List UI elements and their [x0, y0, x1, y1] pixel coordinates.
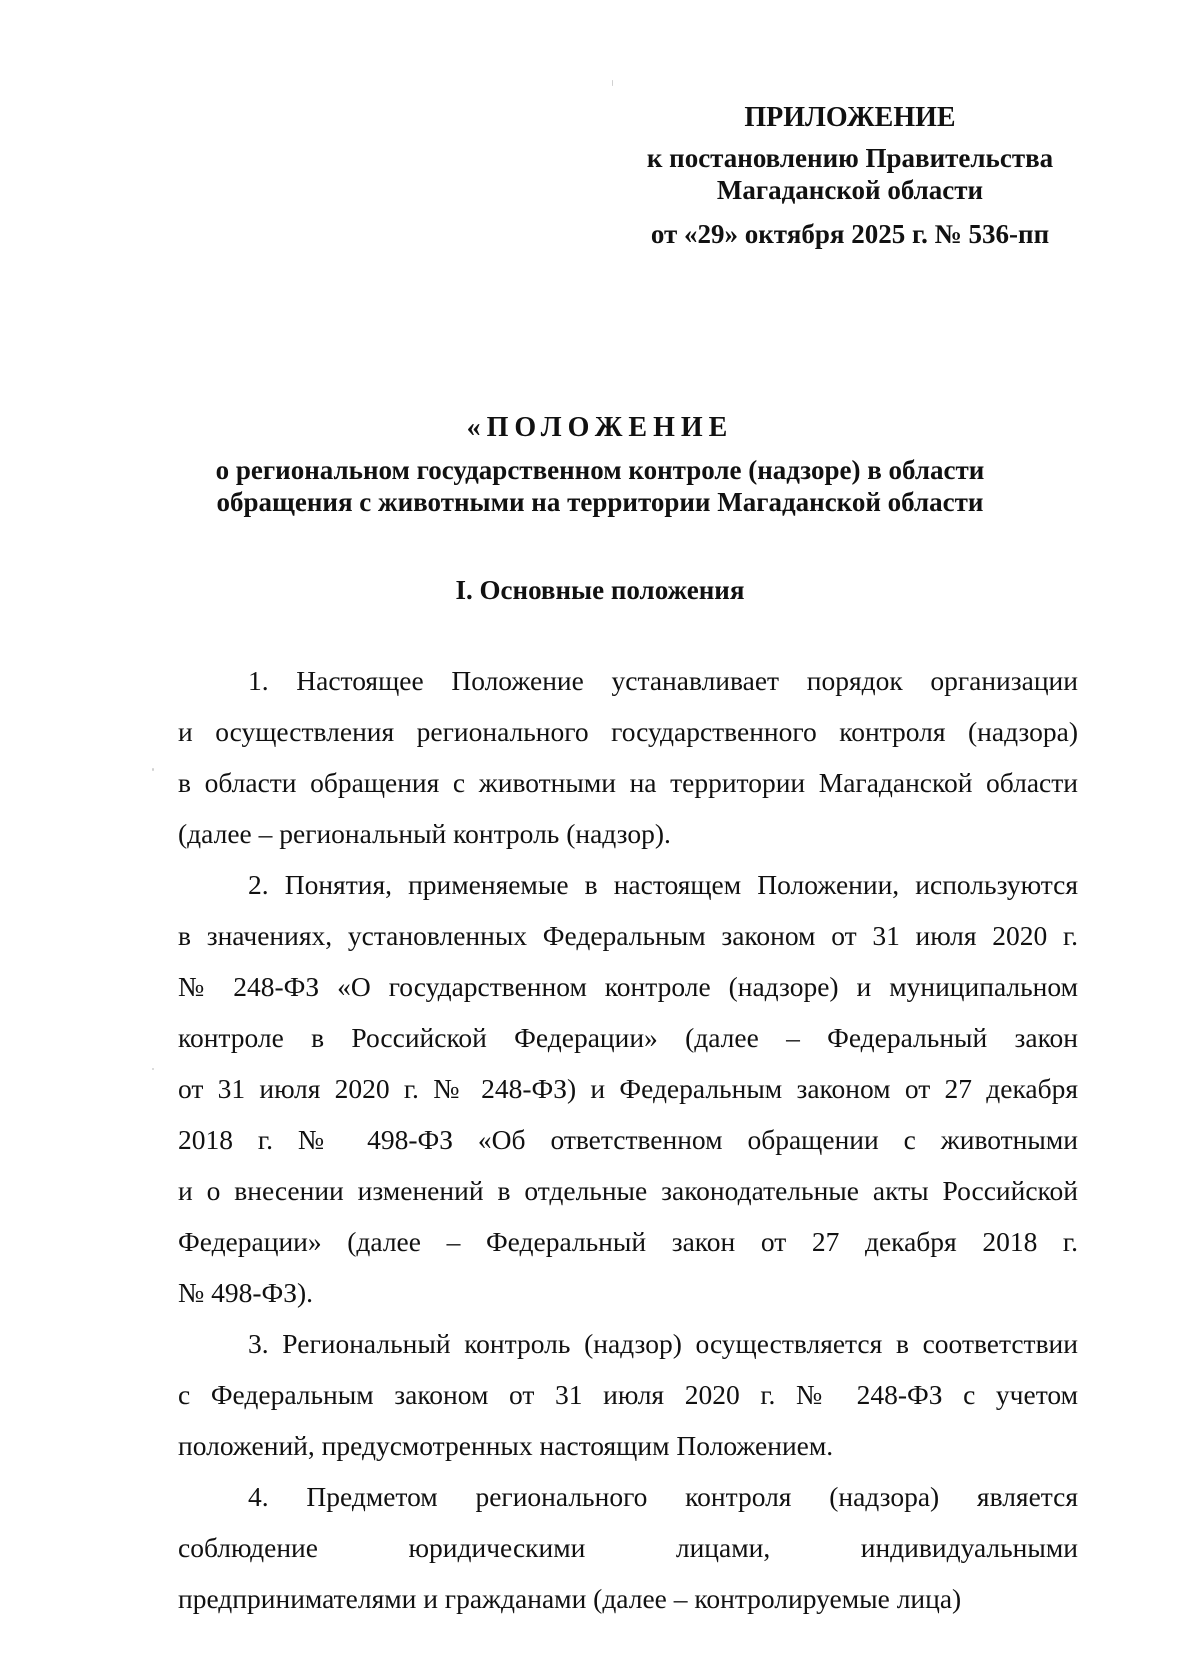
document-title: «ПОЛОЖЕНИЕ — [466, 412, 734, 443]
appendix-line-2: Магаданской области — [716, 175, 984, 205]
paragraph-4-line: соблюдение юридическими лицами, индивидуальными — [178, 1532, 1078, 1563]
appendix-date-line: от «29» октября 2025 г. № 536-пп — [650, 219, 1050, 249]
scan-speck — [612, 80, 613, 86]
appendix-block — [620, 102, 1080, 250]
scan-speck — [152, 768, 154, 771]
paragraph-1-line: и осуществления регионального государственного контроля (надзора) — [178, 716, 1078, 747]
paragraph-3-line: с Федеральным законом от 31 июля 2020 г. № 248-ФЗ с учетом — [178, 1379, 1078, 1410]
paragraph-2-line: и о внесении изменений в отдельные законодательные акты Российской — [178, 1175, 1078, 1206]
paragraph-2-line: контроле в Российской Федерации» (далее – Федеральный закон — [178, 1022, 1078, 1053]
paragraph-2-line: № 498-ФЗ). — [178, 1277, 314, 1308]
paragraph-2-line: 2018 г. № 498-ФЗ «Об ответственном обращении с животными — [178, 1124, 1078, 1155]
paragraph-1-line: в области обращения с животными на территории Магаданской области — [178, 767, 1078, 798]
appendix-title: ПРИЛОЖЕНИЕ — [744, 102, 956, 133]
scan-speck — [152, 1068, 154, 1070]
paragraph-1-line: (далее – региональный контроль (надзор). — [178, 818, 671, 849]
paragraph-2-line: № 248-ФЗ «О государственном контроле (надзоре) и муниципальном — [178, 971, 1078, 1002]
paragraph-2-line: от 31 июля 2020 г. № 248-ФЗ) и Федеральным законом от 27 декабря — [178, 1073, 1078, 1104]
document-subtitle-line-1: о региональном государственном контроле (надзоре) в области — [215, 455, 985, 485]
paragraph-1-line: 1. Настоящее Положение устанавливает порядок организации — [248, 665, 1078, 696]
document-heading — [150, 412, 1050, 518]
paragraph-4-line: предпринимателями и гражданами (далее – контролируемые лица) — [178, 1583, 962, 1614]
paragraph-3-line: положений, предусмотренных настоящим Положением. — [178, 1430, 834, 1461]
appendix-line-1: к постановлению Правительства — [646, 143, 1054, 173]
body-text — [178, 655, 1078, 1624]
paragraph-2-line: 2. Понятия, применяемые в настоящем Положении, используются — [248, 869, 1078, 900]
section-heading: I. Основные положения — [455, 575, 745, 605]
paragraph-4-line: 4. Предметом регионального контроля (надзора) является — [248, 1481, 1078, 1512]
paragraph-3-line: 3. Региональный контроль (надзор) осуществляется в соответствии — [248, 1328, 1078, 1359]
paragraph-2-line: в значениях, установленных Федеральным законом от 31 июля 2020 г. — [178, 920, 1078, 951]
document-subtitle-line-2: обращения с животными на территории Магаданской области — [216, 487, 984, 517]
paragraph-2-line: Федерации» (далее – Федеральный закон от 27 декабря 2018 г. — [178, 1226, 1078, 1257]
